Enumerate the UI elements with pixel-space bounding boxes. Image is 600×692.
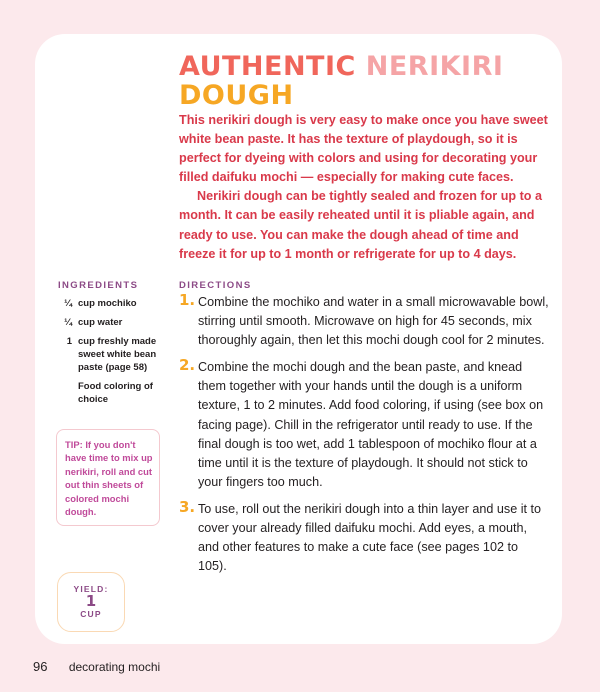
intro-paragraph-2: Nerikiri dough can be tightly sealed and frozen for up to a month. It can be easily reheated until it is pliable again, and ready to use. You can make the dough ahead of time and freeze it for up to 1 month or refrigerate for up to 4 days. (179, 189, 542, 261)
ingredient-qty: ¼ (64, 298, 72, 309)
step-text: Combine the mochiko and water in a small microwavable bowl, stirring until smooth. Microwave on high for 45 seconds, mix thoroughly again, then let this mochi dough cool for 2 minutes. (198, 295, 549, 348)
tip-text: If you don't have time to mix up nerikiri, roll and cut out thin sheets of colored mochi dough. (65, 439, 153, 518)
recipe-title (179, 52, 503, 110)
intro-text (179, 111, 549, 264)
yield-amount: 1 (85, 592, 97, 610)
title-word-authentic: AUTHENTIC (179, 51, 356, 82)
step-number: 2. (179, 356, 196, 375)
ingredients-heading: INGREDIENTS (58, 280, 139, 291)
yield-unit: CUP (80, 609, 102, 619)
page-footer (33, 659, 160, 674)
tip-label: TIP: (65, 439, 83, 450)
section-name: decorating mochi (68, 660, 161, 674)
title-word-dough: DOUGH (179, 80, 294, 111)
direction-step (179, 497, 549, 576)
ingredient-item (58, 297, 168, 310)
tip-box (56, 429, 160, 526)
direction-step (179, 358, 549, 492)
ingredient-item (58, 335, 168, 374)
ingredient-qty: ¼ (64, 317, 72, 328)
step-text: Combine the mochi dough and the bean paste, and knead them together with your hands until the dough is a uniform texture, 1 to 2 minutes. Add food coloring, if using (see box on facing page). Chill in the refrigerator until ready to use. If the final dough is too wet, add 1 tablespoon of mochiko flour at a time until it is the texture of playdough. It should not stick to your fingers too much. (198, 360, 544, 489)
ingredient-name: Food coloring of choice (78, 381, 153, 405)
yield-badge (57, 572, 125, 632)
step-number: 1. (179, 291, 196, 309)
ingredient-name: cup water (78, 317, 123, 328)
ingredients-list (58, 297, 168, 412)
page-number: 96 (33, 659, 48, 674)
step-text: To use, roll out the nerikiri dough into a thin layer and use it to cover your already filled daifuku mochi. Add eyes, a mouth, and other features to make a cute face (see pages 102 to 105). (198, 501, 542, 574)
directions-list (179, 293, 549, 584)
ingredient-name: cup mochiko (78, 298, 137, 309)
directions-heading: DIRECTIONS (179, 280, 252, 291)
ingredient-item (58, 380, 168, 406)
ingredient-item (58, 316, 168, 329)
ingredient-name: cup freshly made sweet white bean paste (page 58) (78, 336, 157, 373)
step-number: 3. (179, 497, 196, 516)
intro-paragraph-1: This nerikiri dough is very easy to make once you have sweet white bean paste. It has the texture of playdough, so it is perfect for dyeing with colors and using for decorating your filled daifuku mochi — especially for making cute faces. (179, 113, 548, 185)
yield-label: YIELD: (73, 584, 109, 594)
title-word-nerikiri: NERIKIRI (365, 51, 504, 82)
ingredient-qty (58, 380, 78, 406)
direction-step (179, 293, 549, 350)
ingredient-qty: 1 (66, 336, 72, 347)
